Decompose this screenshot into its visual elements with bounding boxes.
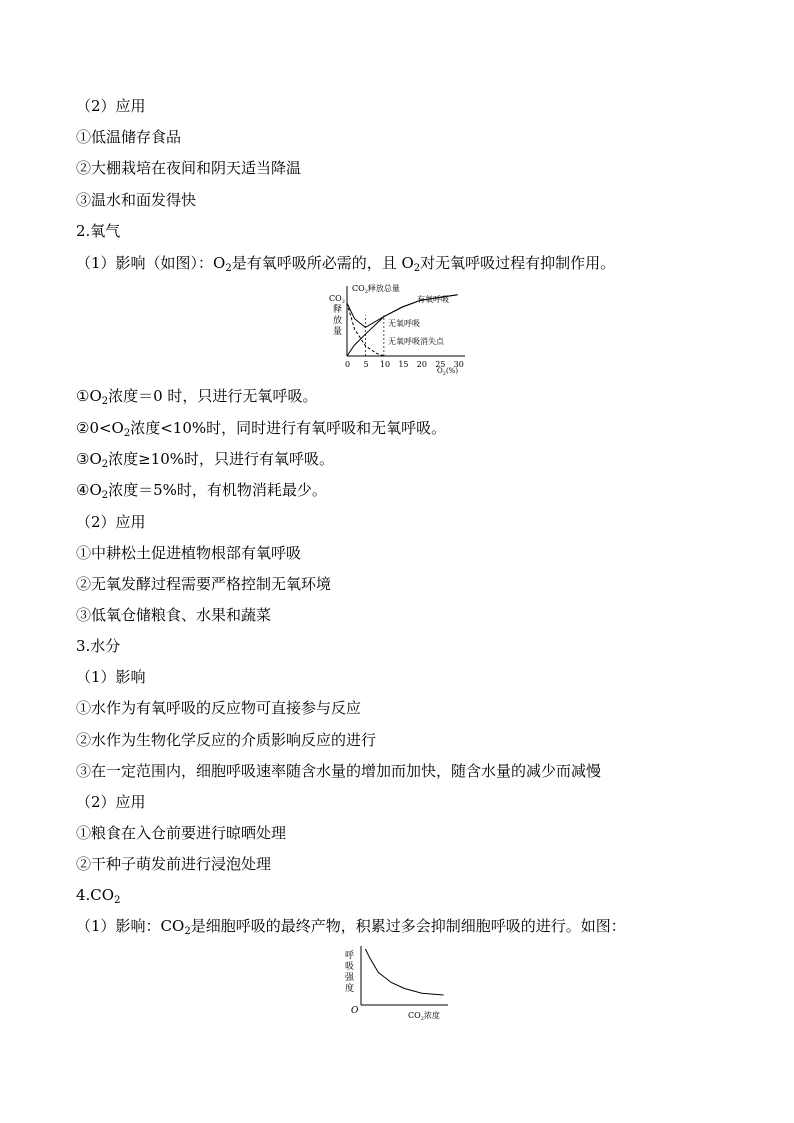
water-effect-item: ③在一定范围内，细胞呼吸速率随含水量的增加而加快，随含水量的减少而减慢 xyxy=(76,762,602,780)
label-total: $CO_2$释放总量 xyxy=(352,284,400,295)
y-label-char: 释 xyxy=(333,305,343,315)
water-apply-heading: （2）应用 xyxy=(76,793,146,811)
y-label-char: 呼 xyxy=(345,951,355,961)
o2-apply-item: ①中耕松土促进植物根部有氧呼吸 xyxy=(76,544,302,562)
co2-section-title: $4.CO_2$ xyxy=(76,886,121,906)
o2-apply-heading: （2）应用 xyxy=(76,513,146,531)
x-tick-label: 5 xyxy=(363,360,369,369)
x-tick-label: 0 xyxy=(345,360,351,369)
o2-point: $④O_2$浓度＝5%时，有机物消耗最少。 xyxy=(76,481,327,501)
y-label-char: 放 xyxy=(333,316,343,326)
o2-effect-text: （1）影响（如图）：$O_2$是有氧呼吸所必需的，且 $O_2$对无氧呼吸过程有抑制作用。 xyxy=(76,254,616,274)
o2-point: $①O_2$浓度＝0 时，只进行无氧呼吸。 xyxy=(76,387,318,407)
water-section-title: 3.水分 xyxy=(76,637,121,655)
y-label-char: 量 xyxy=(333,327,343,337)
co2-effect-text: （1）影响：$CO_2$是细胞呼吸的最终产物，积累过多会抑制细胞呼吸的进行。如图： xyxy=(76,917,626,937)
water-apply-item: ①粮食在入仓前要进行晾晒处理 xyxy=(76,824,287,842)
series-respiration-line xyxy=(365,949,443,995)
x-tick-label: 25 xyxy=(435,360,446,369)
x-tick-label: 30 xyxy=(453,360,464,369)
y-label-char: 强 xyxy=(345,973,355,983)
origin-label: O xyxy=(351,1006,359,1016)
o2-point: $③O_2$浓度≥10%时，只进行有氧呼吸。 xyxy=(76,450,335,470)
o2-apply-item: ②无氧发酵过程需要严格控制无氧环境 xyxy=(76,575,332,593)
x-tick-label: 15 xyxy=(398,360,409,369)
label-anaerobic: 无氧呼吸 xyxy=(388,319,420,328)
water-effect-item: ②水作为生物化学反应的介质影响反应的进行 xyxy=(76,731,377,749)
x-tick-label: 10 xyxy=(379,360,391,369)
temp-apply-item: ③温水和面发得快 xyxy=(76,191,197,209)
temp-apply-item: ②大棚栽培在夜间和阴天适当降温 xyxy=(76,159,302,177)
o2-point: $②0<O_2$浓度<10%时，同时进行有氧呼吸和无氧呼吸。 xyxy=(76,419,447,439)
temp-apply-item: ①低温储存食品 xyxy=(76,128,182,146)
co2-chart xyxy=(340,940,455,1024)
label-aerobic: 有氧呼吸 xyxy=(417,295,449,304)
x-tick-label: 20 xyxy=(416,360,427,369)
o2-chart xyxy=(325,280,475,376)
o2-apply-item: ③低氧仓储粮食、水果和蔬菜 xyxy=(76,606,272,624)
water-effect-item: ①水作为有氧呼吸的反应物可直接参与反应 xyxy=(76,699,362,717)
x-axis-label: $O_2(\%)$ xyxy=(437,367,459,376)
label-vanish: 无氧呼吸消失点 xyxy=(388,337,444,346)
y-label-co2: $CO_2$ xyxy=(329,294,345,305)
y-label-char: 吸 xyxy=(345,962,355,972)
o2-section-title: 2.氧气 xyxy=(76,222,121,240)
water-apply-item: ②干种子萌发前进行浸泡处理 xyxy=(76,855,272,873)
temp-apply-heading: （2）应用 xyxy=(76,97,146,115)
water-effect-heading: （1）影响 xyxy=(76,668,146,686)
y-label-char: 度 xyxy=(345,984,355,994)
x-axis-label: $CO_2$浓度 xyxy=(408,1011,440,1022)
